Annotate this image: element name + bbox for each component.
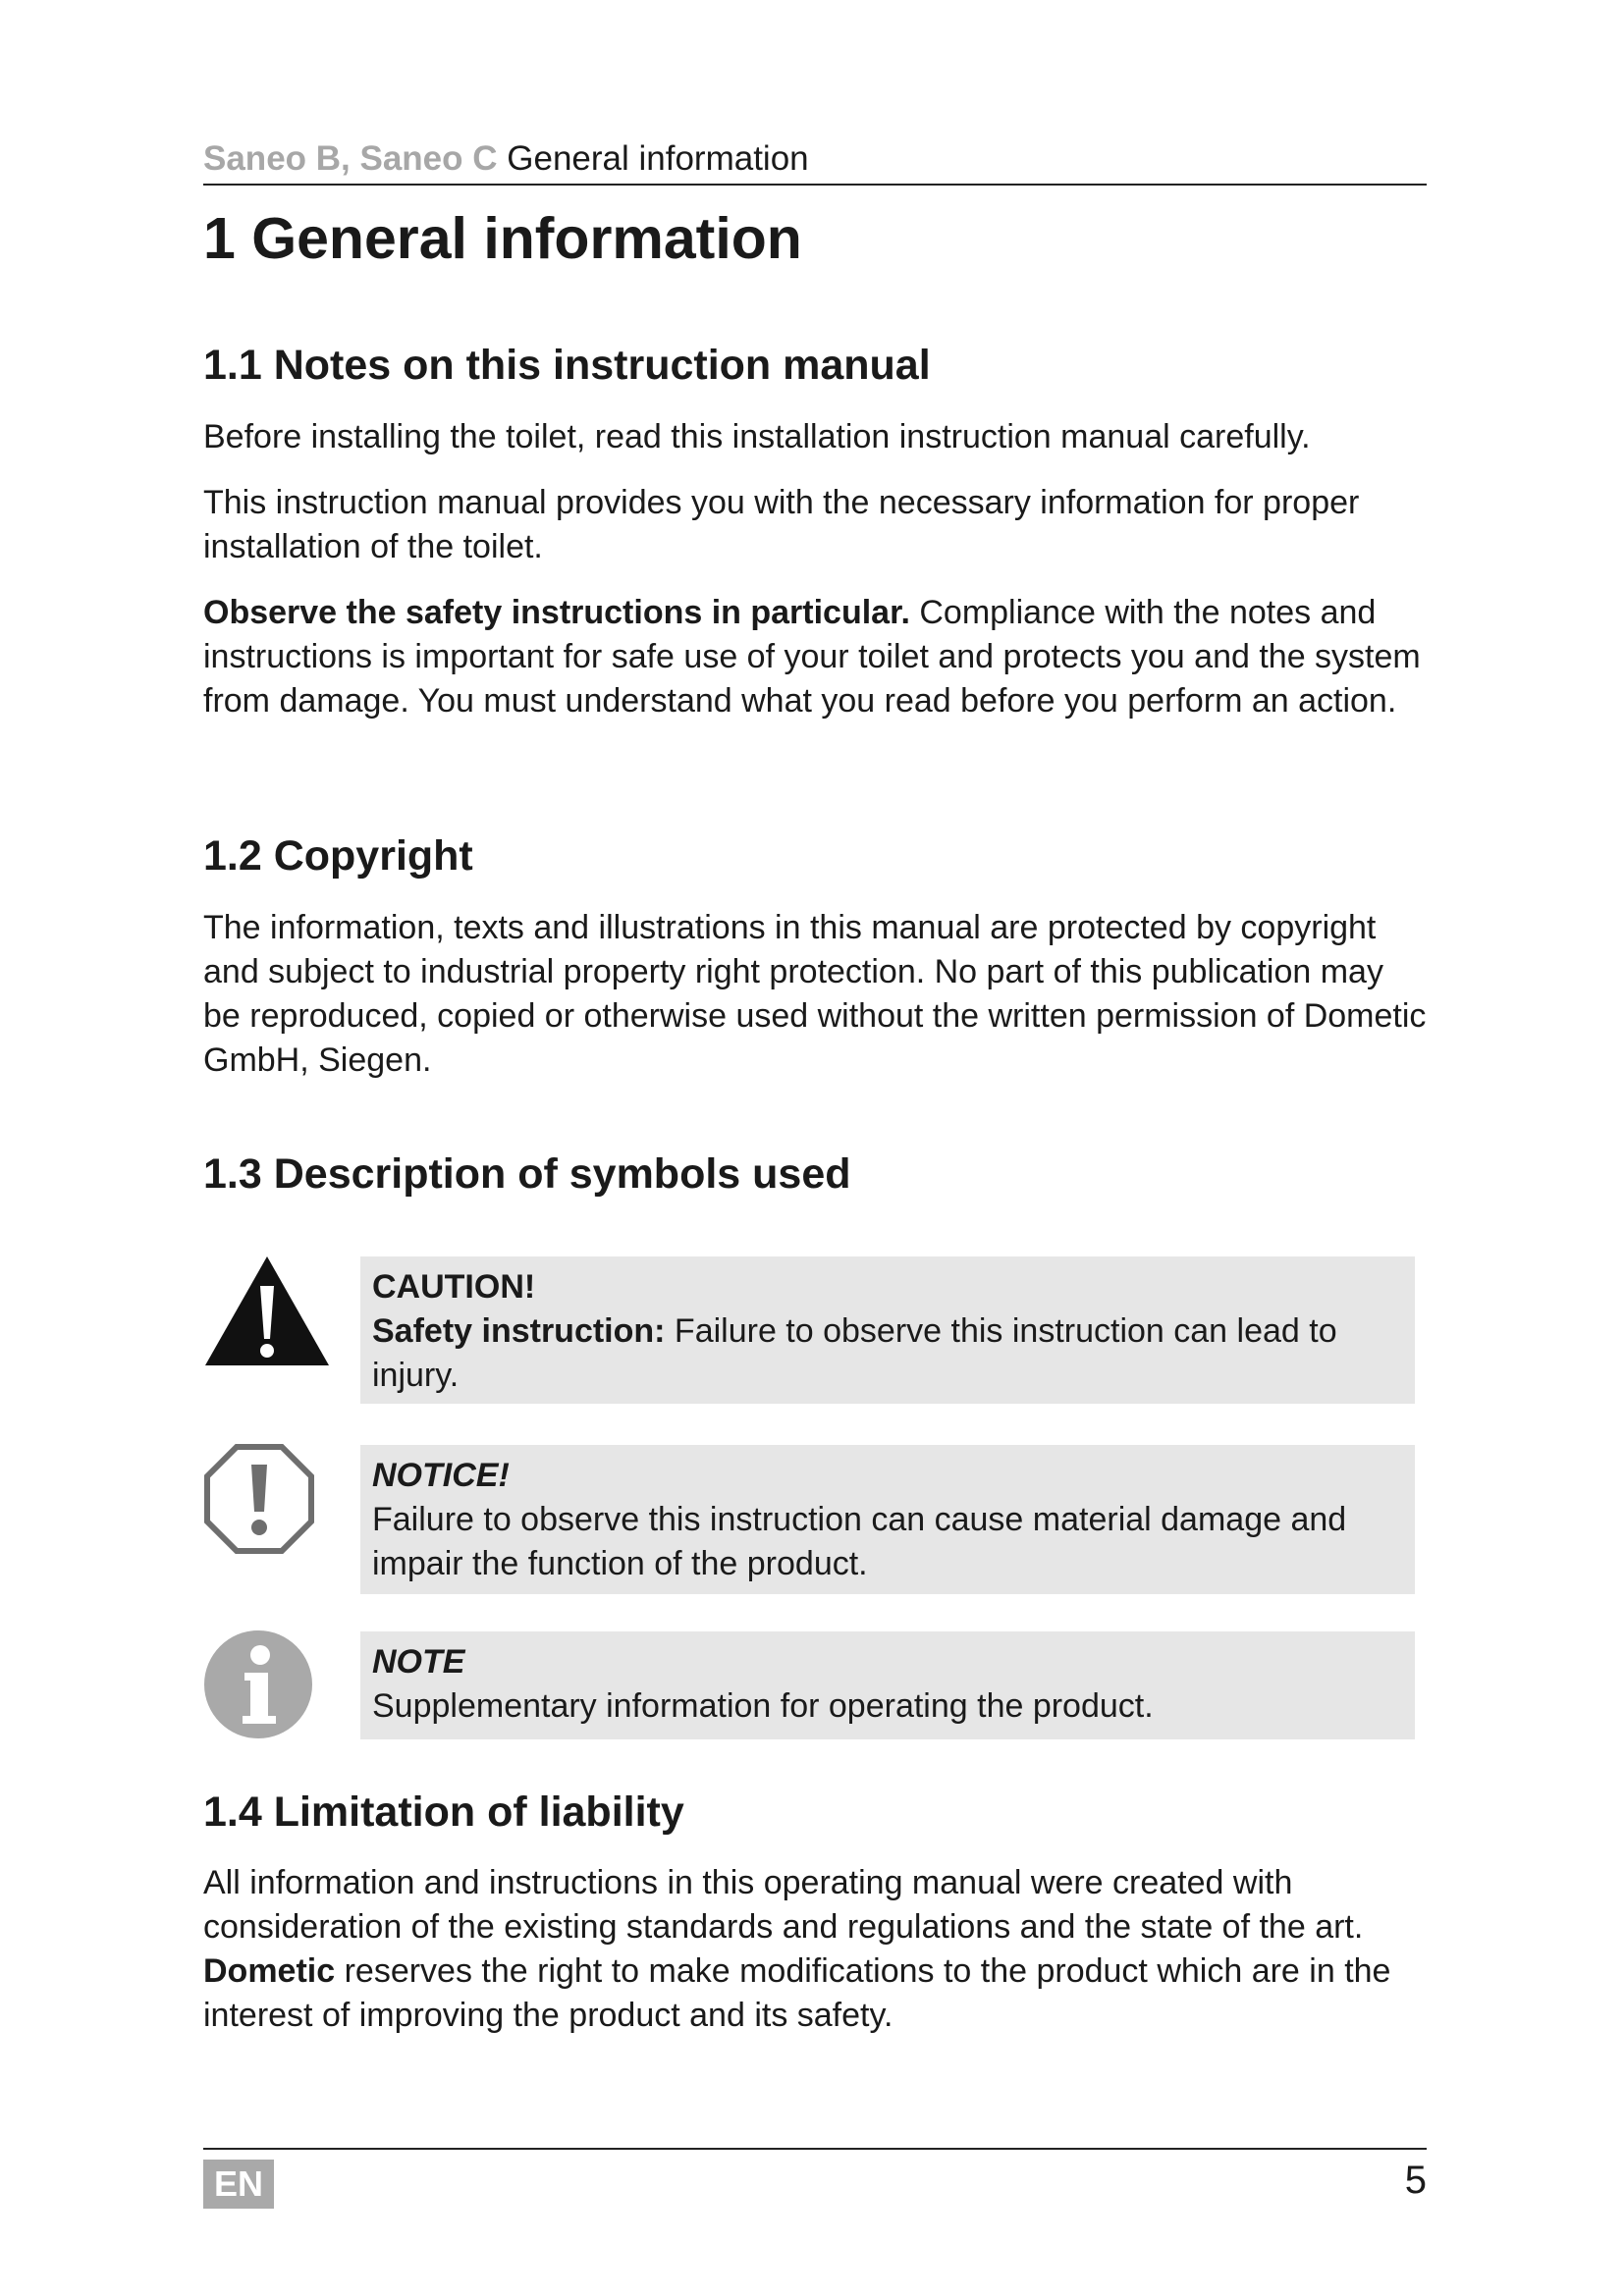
section-heading-copyright: 1.2 Copyright	[203, 832, 473, 880]
footer-rule	[203, 2148, 1427, 2150]
liability-text-a: All information and instructions in this operating manual were created with consideration of the existing standards and regulations and the state of the art.	[203, 1864, 1364, 1946]
header-product-name: Saneo B, Saneo C	[203, 139, 498, 178]
paragraph-liability	[203, 1861, 1427, 2038]
note-body: Supplementary information for operating the product.	[372, 1687, 1154, 1725]
notice-body: Failure to observe this instruction can cause material damage and impair the function of the product.	[372, 1501, 1347, 1582]
notice-title: NOTICE!	[372, 1457, 510, 1494]
header-chapter-name: General information	[507, 139, 809, 178]
notice-block	[203, 1443, 1427, 1596]
paragraph-copyright: The information, texts and illustrations in this manual are protected by copyright and subject to industrial property right protection. No part of this publication may be reproduced, copied or otherwise used without the written permission of Dometic GmbH, Siegen.	[203, 909, 1427, 1079]
bold-safety-note: Observe the safety instructions in particular.	[203, 594, 910, 631]
notice-box	[360, 1445, 1415, 1594]
octagon-exclamation-icon	[203, 1443, 315, 1555]
section-heading-notes: 1.1 Notes on this instruction manual	[203, 342, 931, 389]
warning-triangle-icon	[203, 1255, 331, 1367]
page-number: 5	[1404, 2159, 1427, 2202]
paragraph-notes-3-rest: Compliance with the notes and instructions is important for safe use of your toilet and protects you and the system from damage. You must understand what you read before you perform an action.	[203, 594, 1421, 720]
paragraph-notes-2: This instruction manual provides you with the necessary information for proper installation of the toilet.	[203, 484, 1360, 565]
liability-text-b: reserves the right to make modifications to the product which are in the interest of improving the product and its safety.	[203, 1952, 1391, 2034]
liability-brand: Dometic	[203, 1952, 336, 1990]
caution-body	[372, 1309, 1403, 1398]
paragraph-notes-3	[203, 591, 1427, 723]
manual-page	[203, 0, 1427, 2296]
caution-title: CAUTION!	[372, 1268, 536, 1306]
running-header	[203, 137, 1427, 186]
caution-text: Failure to observe this instruction can lead to injury.	[372, 1312, 1337, 1394]
paragraph-notes-1: Before installing the toilet, read this installation instruction manual carefully.	[203, 418, 1311, 455]
info-circle-icon	[203, 1629, 313, 1739]
note-box	[360, 1631, 1415, 1739]
note-block	[203, 1629, 1427, 1743]
language-badge: EN	[203, 2160, 274, 2209]
caution-box	[360, 1256, 1415, 1404]
caution-label: Safety instruction:	[372, 1312, 666, 1350]
note-title: NOTE	[372, 1643, 465, 1681]
section-heading-symbols: 1.3 Description of symbols used	[203, 1150, 851, 1198]
section-heading-liability: 1.4 Limitation of liability	[203, 1789, 684, 1836]
caution-block	[203, 1255, 1427, 1404]
chapter-title: 1 General information	[203, 206, 802, 271]
